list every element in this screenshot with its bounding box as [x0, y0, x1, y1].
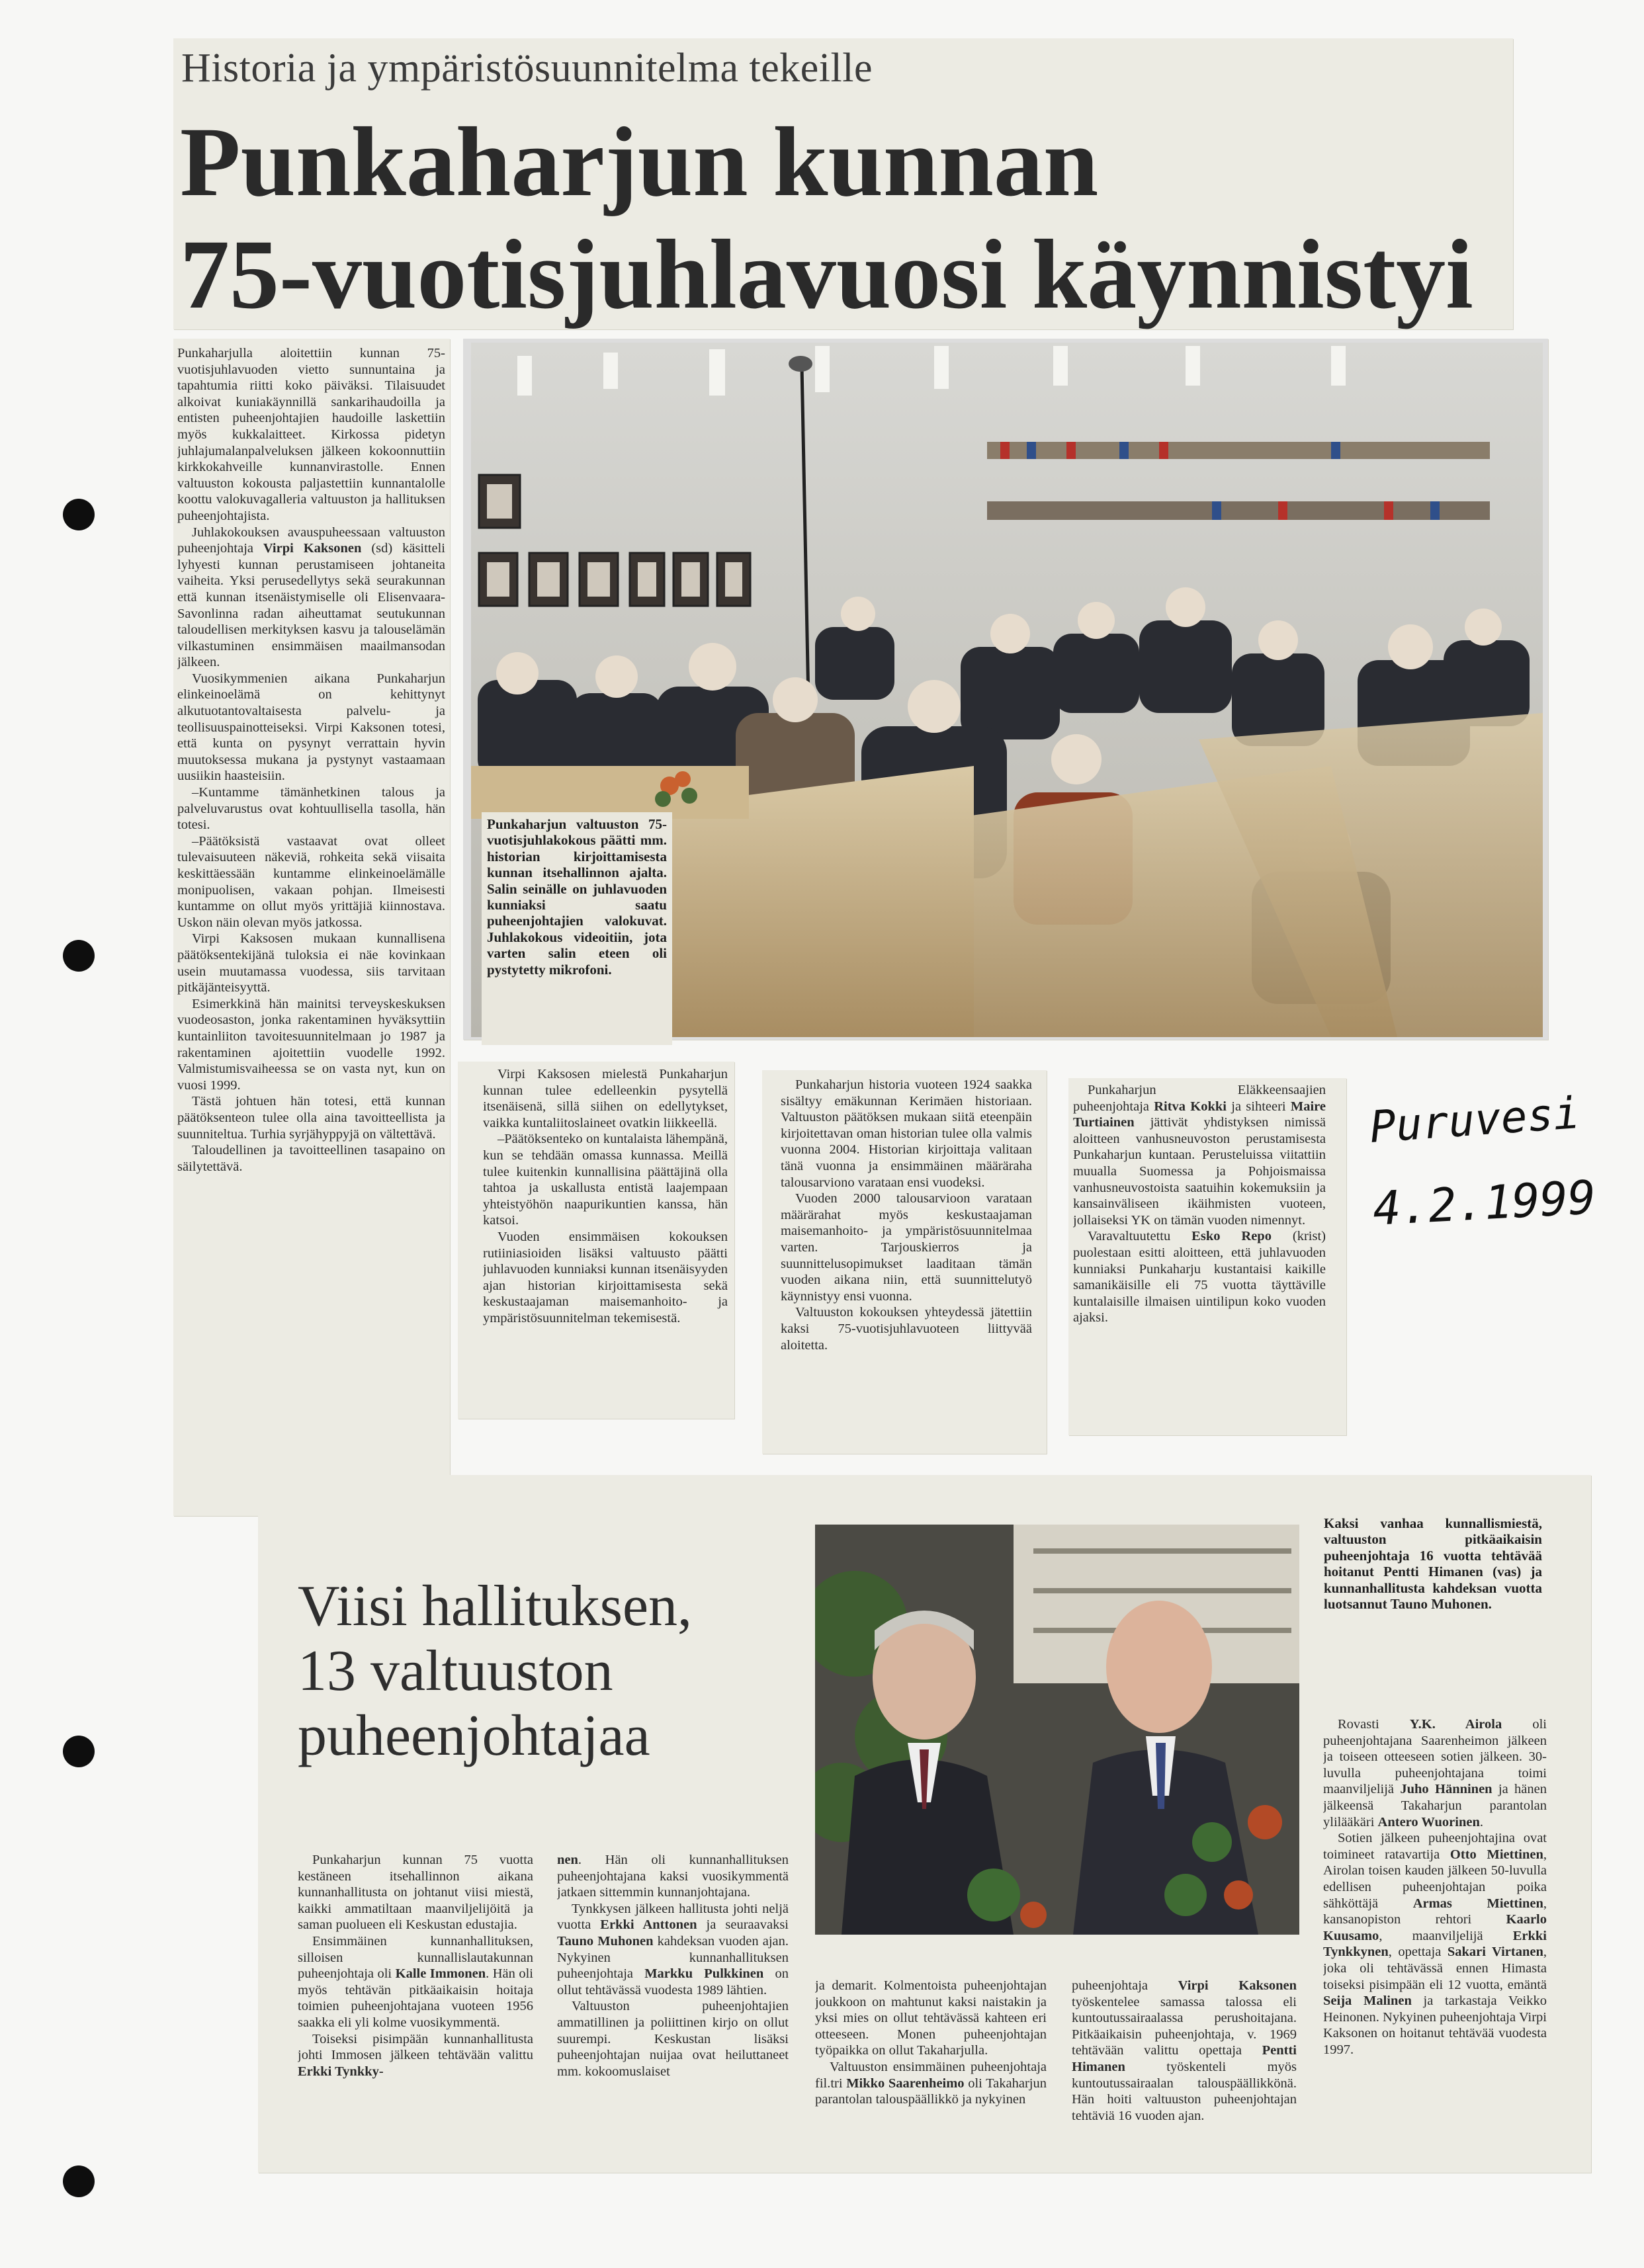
text: on ollut tehtävässä vuodesta 1989 lähtien.	[557, 1966, 789, 1997]
text: , joka oli tehtävässä ennen Himasta toiseksi pisimpään eli 12 vuotta, emäntä	[1323, 1945, 1547, 1992]
text: , opettaja	[1388, 1945, 1448, 1960]
person-name: Mikko Saarenheimo	[846, 2076, 965, 2091]
person-name: Kalle Immonen	[395, 1966, 486, 1982]
article-kicker: Historia ja ympäristösuunnitelma tekeille	[181, 46, 873, 91]
person-name: Ritva Kokki	[1154, 1099, 1227, 1114]
paragraph	[1073, 1228, 1326, 1326]
text: Tynkkysen jälkeen hallitusta johti neljä vuotta	[557, 1901, 789, 1933]
paragraph: Esimerkkinä hän mainitsi terveyskeskuksen vuodeosaston, jonka rakentaminen hyväksyttiin kuntainliiton tavoitesuunnitelmaan jo 1987 ja rakentaminen ajoitettiin vuodelle 1992. Valmistumisvaiheessa se on vasta nyt, kun on vuosi 1999.	[177, 996, 445, 1093]
binder-hole-3	[63, 1736, 95, 1767]
paragraph: Vuosikymmenien aikana Punkaharjun elinkeinoelämä on kehittynyt alkutuotantovaltaisesta palvelu- ja teollisuuspainotteiseksi. Virpi Kaksonen totesi, että kunta on pysynyt verrattain hyvin muutoksessa mukana ja pystynyt vastaamaan uusiikin haasteisiin.	[177, 671, 445, 784]
text: oli Takaharjun parantolan talouspäällikkö ja nykyinen	[815, 2076, 1047, 2107]
text: Sotien jälkeen puheenjohtajina ovat toimineet ratavartija	[1323, 1831, 1547, 1862]
person-name: Seija Malinen	[1323, 1994, 1412, 2009]
text: työskenteli myös kuntoutussairaalan talouspäällikkönä. Hän hoiti valtuuston puheenjohtajan tehtäviä 16 vuoden ajan.	[1072, 2059, 1297, 2123]
paragraph	[1072, 1978, 1297, 2124]
person-name: Virpi Kaksonen	[1178, 1978, 1297, 1993]
paragraph	[177, 525, 445, 671]
paragraph: Virpi Kaksosen mielestä Punkaharjun kunnan tulee edelleenkin pysytellä itsenäisenä, sillä siihen on edellytykset, vaikka kuntaliitoslaineet ovatkin liikkeellä.	[483, 1067, 728, 1130]
person-name: Armas Miettinen	[1412, 1896, 1543, 1911]
article2-column-5	[1323, 1716, 1547, 2166]
paragraph	[1323, 1830, 1547, 2058]
paragraph: Punkaharjun historia vuoteen 1924 saakka sisältyy emäkunnan Kerimäen historiaan. Valtuuston päätöksen mukaan siitä eteenpäin kirjoitettavan oman historian tulee olla valmis vuonna 2004. Historian kirjoittaja valitaan tänä vuonna ja ensimmäinen määräraha talousarviono varataan ensi vuodeksi.	[781, 1077, 1032, 1190]
article2-column-1	[298, 1852, 533, 2163]
paragraph: Vuoden 2000 talousarvioon varataan määrärahat myös keskustaajaman maisemanhoito- ja ympäristösuunnitelmaa varten. Tarjouskierros ja suunnittelusopimukset laaditaan tämän vuoden aikana niin, että suunnittelutyö käynnistyy ensi vuonna.	[781, 1191, 1032, 1304]
text: ja seuraavaksi	[697, 1917, 789, 1933]
article-column-4	[1073, 1082, 1326, 1434]
paragraph: Punkaharjun kunnan 75 vuotta kestäneen itsehallinnon aikana kunnanhallitusta on johtanut viisi miestä, kaikki ammatiltaan maanviljelijöitä ja saman puolueen eli Keskustan edustajia.	[298, 1853, 533, 1933]
person-name: Juho Hänninen	[1400, 1782, 1493, 1797]
paragraph: ja demarit. Kolmentoista puheenjohtajan joukkoon on mahtunut kaksi naistakin ja yksi mies on ollut tehtävässä kahteen eri otteeseen. Monen puheenjohtajan työpaikka on ollut Takaharjulla.	[815, 1978, 1047, 2058]
headline-line: 13 valtuuston	[298, 1639, 613, 1703]
person-name: Virpi Kaksonen	[263, 541, 362, 556]
paragraph	[298, 2031, 533, 2080]
person-name: Antero Wuorinen	[1377, 1814, 1480, 1829]
text: , Airolan toisen kauden jälkeen 50-luvulla edellisen puheenjohtajan poika sähköttäjä	[1323, 1847, 1547, 1911]
article2-column-3	[815, 1978, 1047, 2166]
article-column-2	[483, 1066, 728, 1417]
text: . Hän oli myös tehtävän pitkäaikaisin hoitaja toimien puheenjohtajana vuoteen 1956 saakka eli yli kolme vuosikymmentä.	[298, 1966, 533, 2030]
text: työskentelee samassa talossa eli kuntoutussairaalassa perushoitajana. Pitkäaikaisin puheenjohtaja, v. 1969 tehtävään valittu opettaja	[1072, 1994, 1297, 2058]
text: . Hän oli kunnanhallituksen puheenjohtajana kaksi vuosikymmentä jatkaen sittemmin kunnanjohtajana.	[557, 1853, 789, 1900]
person-name: Markku Pulkkinen	[644, 1966, 764, 1982]
person-name: Y.K. Airola	[1409, 1717, 1502, 1732]
text: Valtuuston ensimmäinen puheenjohtaja fil.tri	[815, 2059, 1047, 2091]
article-headline-line-2: 75-vuotisjuhlavuosi käynnistyi	[180, 220, 1473, 329]
text: ja hänen jälkeensä Takaharjun parantolan ylilääkäri	[1323, 1782, 1547, 1829]
chairmen-illustration	[815, 1525, 1299, 1935]
paragraph: Valtuuston kokouksen yhteydessä jätettiin kaksi 75-vuotisjuhlavuoteen liittyvää aloitetta.	[781, 1305, 1032, 1353]
person-name: Erkki Anttonen	[600, 1917, 697, 1933]
main-photo-caption: Punkaharjun valtuuston 75-vuotisjuhlakokous päätti mm. historian kirjoittamisesta kunnan itsehallinnon ajalta. Salin seinälle on juhlavuoden kunniaksi saatu puheenjohtajien valokuvat. Juhlakokous videoitiin, jota varten salin eteen oli pystytetty mikrofoni.	[482, 812, 672, 1045]
text: ja tarkastaja Veikko Heinonen. Nykyinen puheenjohtaja Virpi Kaksonen on hoitanut tehtävää vuodesta 1997.	[1323, 1994, 1547, 2057]
article-headline-line-1: Punkaharjun kunnan	[180, 107, 1099, 217]
article-column-1	[177, 345, 445, 1513]
text: kahdeksan vuoden ajan. Nykyinen kunnanhallituksen puheenjohtaja	[557, 1933, 789, 1982]
chairmen-photo-caption: Kaksi vanhaa kunnallismiestä, valtuuston pitkäaikaisin puheenjohtaja 16 vuotta tehtävää hoitanut Pentti Himanen (vas) ja kunnanhallitusta kahdeksan vuotta luotsannut Tauno Muhonen.	[1320, 1513, 1546, 1670]
paragraph	[557, 1852, 789, 1901]
text: (sd) käsitteli lyhyesti kunnan perustamiseen johtaneita vaiheita. Yksi perusedellytys sekä seurakunnan että kunnan itsenäistymiselle oli Elisenvaara-Savonlinna radan aiheuttamat seutukunnan taloudellisen merkityksen kasvu ja talouselämän vilkastuminen ensimmäisen maailmansodan jälkeen.	[177, 541, 445, 670]
second-article-headline	[298, 1574, 692, 1769]
headline-clipping	[173, 38, 1513, 329]
paragraph	[298, 1933, 533, 2031]
person-name: nen	[557, 1853, 578, 1867]
paragraph: –Kuntamme tämänhetkinen talous ja palveluvarustus ovat kohtuullisella tasolla, hän totesi.	[177, 785, 445, 833]
headline-line: Viisi hallituksen,	[298, 1574, 693, 1638]
text: , maanviljelijä	[1379, 1928, 1513, 1943]
paragraph: Valtuuston puheenjohtajien ammatillinen ja poliittinen kirjo on ollut suurempi. Keskustan lisäksi puheenjohtajan nuijaa ovat heiluttaneet mm. kokoomuslaiset	[557, 1999, 789, 2079]
text: Punkaharjun Eläkkeensaajien puheenjohtaja	[1073, 1083, 1326, 1114]
text: ja sihteeri	[1227, 1099, 1291, 1114]
handwritten-source: Puruvesi	[1367, 1087, 1582, 1153]
text: .	[1479, 1814, 1483, 1829]
headline-line: puheenjohtajaa	[298, 1704, 650, 1768]
person-name: Erkki Tynkkynen	[1323, 1928, 1547, 1960]
paragraph: Punkaharjulla aloitettiin kunnan 75-vuotisjuhlavuoden vietto sunnuntaina ja tapahtumia riitti koko päiväksi. Tilaisuudet alkoivat kuniakäynnillä sankarihaudoilla ja entisten puheenjohtajien haudoille laskettiin myös kukkalaitteet. Kirkossa pidetyn juhlajumalanpalveluksen jälkeen kokoonnuttiin kirkkokahveille kunnanvirastolle. Ennen valtuuston kokousta paljastettiin kunnantalolle koottu valokuvagalleria valtuuston ja hallituksen puheenjohtajista.	[177, 346, 445, 523]
text: (krist) puolestaan esitti aloitteen, että juhlavuoden kunniaksi Punkaharju kustantaisi kaikille samanikäisille eli 75 vuotta täyttäville kuntalaisille ilmaisen uintilipun koko vuoden ajaksi.	[1073, 1229, 1326, 1325]
person-name: Otto Miettinen	[1449, 1847, 1543, 1862]
person-name: Maire Turtiainen	[1073, 1099, 1326, 1130]
text: jättivät yhdistyksen nimissä aloitteen vanhusneuvoston perustamisesta Punkaharjun kuntaan. Perusteluissa viitattiin muualla Suomessa ja Pohjoismaissa vanhusneuvostoista saatuihin kokemuksiin ja kansainväliseen ikäihmisten vuoteen, jollaiseksi YK on tämän vuoden nimennyt.	[1073, 1115, 1326, 1228]
article2-column-4	[1072, 1978, 1297, 2166]
binder-hole-2	[63, 940, 95, 972]
text: Juhlakokouksen avauspuheessaan valtuuston puheenjohtaja	[177, 525, 445, 556]
person-name: Sakari Virtanen	[1447, 1945, 1543, 1960]
person-name: Erkki Tynkky-	[298, 2064, 384, 2079]
paragraph	[1323, 1716, 1547, 1830]
paragraph	[1073, 1082, 1326, 1228]
chairmen-photo	[815, 1525, 1299, 1935]
paragraph	[815, 2059, 1047, 2108]
person-name: Pentti Himanen	[1072, 2043, 1297, 2074]
handwritten-date: 4.2.1999	[1371, 1170, 1598, 1236]
article2-column-2	[557, 1852, 789, 2163]
binder-hole-1	[63, 499, 95, 530]
text: Ensimmäinen kunnanhallituksen, silloisen kunnallislautakunnan puheenjohtaja oli	[298, 1933, 533, 1982]
binder-hole-4	[63, 2165, 95, 2197]
text: Toiseksi pisimpään kunnanhallitusta johti Immosen jälkeen tehtävään valittu	[298, 2031, 533, 2063]
person-name: Tauno Muhonen	[557, 1933, 654, 1949]
paragraph	[557, 1901, 789, 1999]
text: puheenjohtaja	[1072, 1978, 1178, 1993]
person-name: Kaarlo Kuusamo	[1323, 1912, 1547, 1943]
paragraph: Virpi Kaksosen mukaan kunnallisena päätöksentekijänä tuloksia ei näe kovinkaan usein muutamassa vuodessa, siis tarvitaan pitkäjänteisyyttä.	[177, 931, 445, 995]
person-name: Esko Repo	[1191, 1229, 1272, 1244]
paragraph: Tästä johtuen hän totesi, että kunnan päätöksenteon tulee olla aina tavoitteellista ja suunniteltua. Turhia syrjähyppyjä on vältettävä.	[177, 1094, 445, 1142]
article-column-3	[781, 1077, 1032, 1451]
paragraph: –Päätöksistä vastaavat ovat olleet tulevaisuuteen näkeviä, rohkeita sekä viisaita keskittäessään kuntamme elinkeinoelämälle monipuolisen, vakaan pohjan. Ilmeisesti kuntamme on ollut myös yrittäjiä kiinnostava. Uskon näin olevan myös jatkossa.	[177, 833, 445, 930]
text: , kansanopiston rehtori	[1323, 1896, 1547, 1927]
text: Rovasti	[1338, 1717, 1410, 1732]
text: oli puheenjohtajana Saarenheimon jälkeen ja toiseen otteeseen sotien jälkeen. 30-luvulla puheenjohtajana toimi maanviljelijä	[1323, 1717, 1547, 1797]
text: Varavaltuutettu	[1088, 1229, 1192, 1244]
paragraph: –Päätöksenteko on kuntalaista lähempänä, kun se tehdään omassa kunnassa. Meillä tulee kuitenkin kunnallisina päättäjinä olla tahtoa ja uskallusta entistä laajempaan yhteistyöhön naapurikuntien kanssa, hän katsoi.	[483, 1132, 728, 1228]
paragraph: Taloudellinen ja tavoitteellinen tasapaino on säilytettävä.	[177, 1143, 445, 1174]
paragraph: Vuoden ensimmäisen kokouksen rutiiniasioiden lisäksi valtuusto päätti juhlavuoden kunniaksi kunnan itsenäisyyden ajan historian kirjoittamisesta sekä keskustaajaman maisemanhoito- ja ympäristösuunnitelman tekemisestä.	[483, 1229, 728, 1325]
